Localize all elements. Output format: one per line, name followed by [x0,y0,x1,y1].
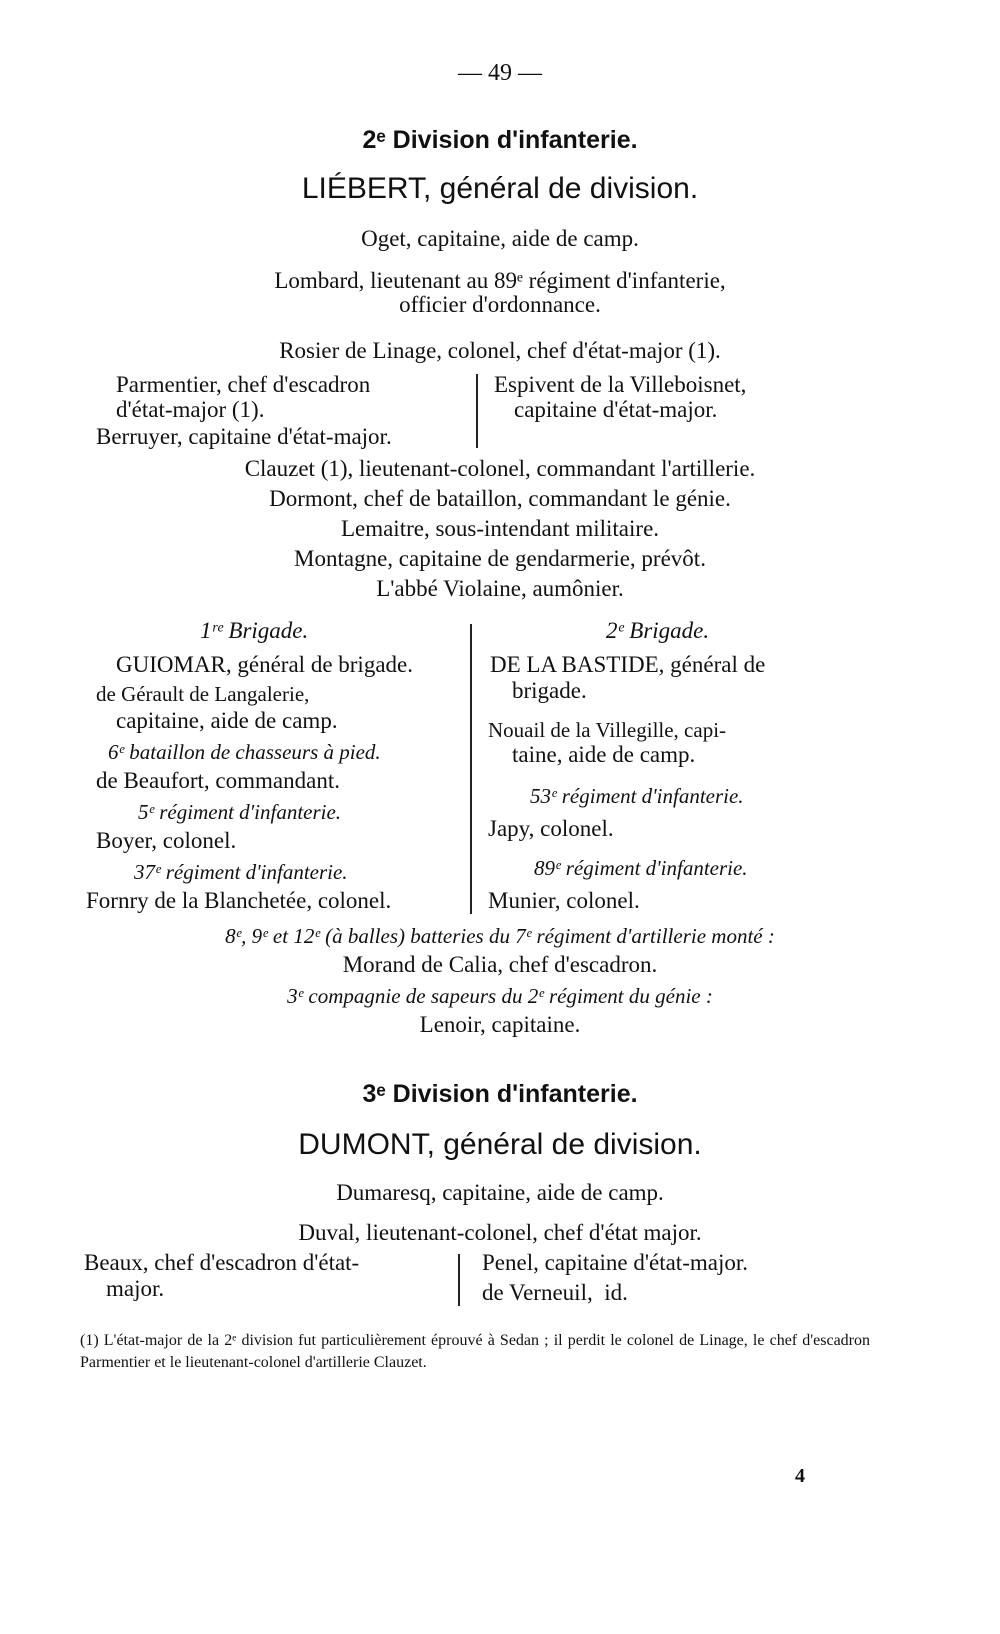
brigade1-colonel-fornry: Fornry de la Blanchetée, colonel. [86,888,392,913]
div2-line-artillerie: Clauzet (1), lieutenant-colonel, commandant l'artillerie. [244,456,756,481]
div2-line-officier: officier d'ordonnance. [399,292,601,317]
page-number: — 49 — [458,60,542,86]
div2-sapeurs-line: 3ᵉ compagnie de sapeurs du 2ᵉ régiment du génie : [287,984,713,1008]
brigade1-aide-name: de Gérault de Langalerie, [96,682,310,706]
div2-staff-left-2: d'état-major (1). [116,397,265,422]
div3-general: DUMONT, général de division. [298,1128,702,1161]
brigade2-regiment-53: 53ᵉ régiment d'infanterie. [530,784,744,808]
div3-staff-left-2: major. [106,1276,165,1301]
brigade2-aide-name: Nouail de la Villegille, capi- [488,718,727,742]
brigade1-regiment-37: 37ᵉ régiment d'infanterie. [134,860,348,884]
div3-column-rule [458,1254,460,1306]
div2-staff-left-1: Parmentier, chef d'escadron [116,372,371,397]
brigade1-general: GUIOMAR, général de brigade. [116,652,413,677]
div3-heading: 3ᵉ Division d'infanterie. [362,1080,638,1108]
brigade2-general-cont: brigade. [512,678,587,703]
div3-line-aide: Dumaresq, capitaine, aide de camp. [336,1180,664,1205]
brigade1-colonel-boyer: Boyer, colonel. [96,828,237,853]
brigade1-commandant: de Beaufort, commandant. [96,768,340,793]
brigade1-regiment-5: 5ᵉ régiment d'infanterie. [138,800,342,824]
brigade2-regiment-89: 89ᵉ régiment d'infanterie. [534,856,748,880]
div2-line-chef-etat-major: Rosier de Linage, colonel, chef d'état-major (1). [279,338,721,363]
div3-line-chef-etat-major: Duval, lieutenant-colonel, chef d'état major. [298,1220,702,1245]
div2-staff-left-3: Berruyer, capitaine d'état-major. [96,424,392,449]
div3-staff-right-2: de Verneuil, id. [482,1280,628,1305]
brigade2-general: DE LA BASTIDE, général de [490,652,766,677]
div2-line-aide: Oget, capitaine, aide de camp. [361,226,639,251]
brigade2-colonel-japy: Japy, colonel. [488,816,614,841]
signature-mark: 4 [795,1465,805,1487]
div2-heading: 2ᵉ Division d'infanterie. [362,126,638,154]
div2-general: LIÉBERT, général de division. [301,172,699,205]
div3-staff-left-1: Beaux, chef d'escadron d'état- [84,1250,360,1275]
brigade2-colonel-munier: Munier, colonel. [488,888,640,913]
div2-line-genie: Dormont, chef de bataillon, commandant le génie. [269,486,731,511]
div2-line-aumonier: L'abbé Violaine, aumônier. [376,576,624,601]
brigade1-chasseurs: 6ᵉ bataillon de chasseurs à pied. [108,740,381,764]
footnote: (1) L'état-major de la 2ᵉ division fut particulièrement éprouvé à Sedan ; il perdit le colonel de Linage, le chef d'escadron Parmentier et le lieutenant-colonel d'artillerie Clauzet. [80,1332,870,1371]
div3-staff-right-1: Penel, capitaine d'état-major. [482,1250,748,1275]
brigade-rule [470,624,472,914]
div2-staff-right-1: Espivent de la Villeboisnet, [494,372,747,397]
brigade2-aide-role: taine, aide de camp. [512,742,696,767]
div2-artillery-line: 8ᵉ, 9ᵉ et 12ᵉ (à balles) batteries du 7ᵉ régiment d'artillerie monté : [225,924,775,948]
div2-line-prevot: Montagne, capitaine de gendarmerie, prévôt. [294,546,706,571]
brigade1-aide-role: capitaine, aide de camp. [116,708,338,733]
brigade2-title: 2ᵉ Brigade. [606,618,710,643]
column-rule [476,374,478,448]
div2-line-lombard: Lombard, lieutenant au 89ᵉ régiment d'infanterie, [274,268,726,293]
brigade1-title: 1ʳᵉ Brigade. [200,618,309,643]
div2-line-intendant: Lemaitre, sous-intendant militaire. [340,516,660,541]
div2-artillery-chef: Morand de Calia, chef d'escadron. [342,952,658,977]
div2-sapeurs-capitaine: Lenoir, capitaine. [419,1012,581,1037]
div2-staff-right-2: capitaine d'état-major. [514,397,718,422]
